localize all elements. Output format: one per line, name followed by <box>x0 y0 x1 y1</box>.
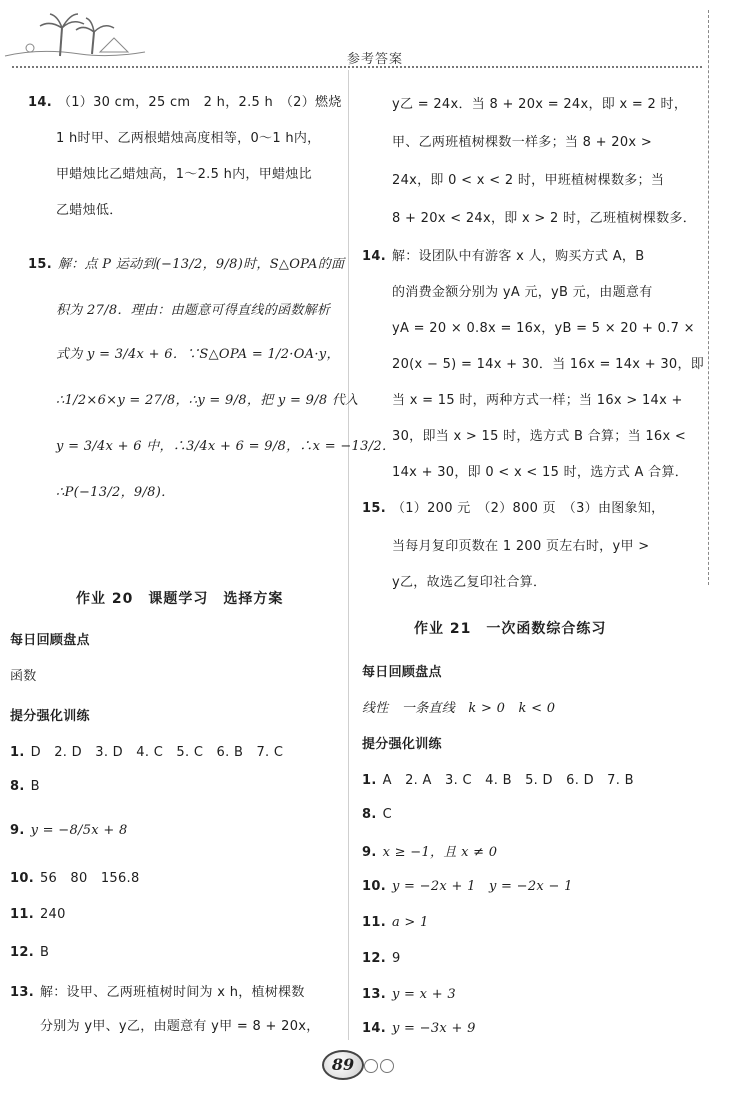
right-q14-line-5: 当 x = 15 时，两种方式一样；当 16x > 14x + <box>392 393 683 408</box>
right-answer-14: 14. y = −3x + 9 <box>362 1021 476 1036</box>
page-header-title: 参考答案 <box>346 52 403 67</box>
left-answer-10: 10. 56 80 156.8 <box>10 871 140 886</box>
left-q15-line-3: 式为 y = 3/4x + 6．∵S△OPA = 1/2·OA·y， <box>56 347 340 362</box>
right-answer-11: 11. a > 1 <box>362 915 429 930</box>
right-q14-line-3: yA = 20 × 0.8x = 16x，yB = 5 × 20 + 0.7 × <box>392 321 695 336</box>
right-review-answer: 线性 一条直线 k > 0 k < 0 <box>362 701 556 716</box>
header-divider <box>12 66 702 68</box>
right-review-label: 每日回顾盘点 <box>362 665 442 680</box>
right-answer-1: 1. A 2. A 3. C 4. B 5. D 6. D 7. B <box>362 773 634 788</box>
left-answer-12: 12. B <box>10 945 50 960</box>
right-practice-label: 提分强化训练 <box>362 737 442 752</box>
left-answer-1: 1. D 2. D 3. D 4. C 5. C 6. B 7. C <box>10 745 284 760</box>
left-q15-line-1: 15. 解：点 P 运动到(−13/2，9/8)时，S△OPA的面 <box>28 257 345 272</box>
right-answer-10: 10. y = −2x + 1 y = −2x − 1 <box>362 879 573 894</box>
right-q15-line-2: 当每月复印页数在 1 200 页左右时，y甲 > <box>392 539 650 554</box>
left-q15-line-5: y = 3/4x + 6 中，∴3/4x + 6 = 9/8，∴x = −13/2． <box>56 439 396 454</box>
left-answer-11: 11. 240 <box>10 907 66 922</box>
column-divider <box>348 70 349 1040</box>
homework-21-title: 作业 21 一次函数综合练习 <box>414 621 607 637</box>
left-review-label: 每日回顾盘点 <box>10 633 90 648</box>
right-q14-line-1: 14. 解：设团队中有游客 x 人，购买方式 A，B <box>362 249 645 264</box>
left-q15-line-2: 积为 27/8．理由：由题意可得直线的函数解析 <box>56 303 331 318</box>
left-q14-line-3: 甲蜡烛比乙蜡烛高，1～2.5 h内，甲蜡烛比 <box>56 167 312 182</box>
left-answer-8: 8. B <box>10 779 40 794</box>
right-q15-line-3: y乙，故选乙复印社合算． <box>392 575 547 590</box>
left-answer-13-cont: 分别为 y甲、y乙，由题意有 y甲 = 8 + 20x， <box>40 1019 320 1034</box>
left-q14-line-1: 14. （1）30 cm，25 cm 2 h，2.5 h （2）燃烧 <box>28 95 342 110</box>
right-q15-line-1: 15. （1）200 元 （2）800 页 （3）由图象知， <box>362 501 665 516</box>
right-q13-line-3: 24x，即 0 < x < 2 时，甲班植树棵数多；当 <box>392 173 665 188</box>
right-answer-12: 12. 9 <box>362 951 401 966</box>
right-q14-line-6: 30，即当 x > 15 时，选方式 B 合算；当 16x < <box>392 429 687 444</box>
right-q14-line-4: 20(x − 5) = 14x + 30．当 16x = 14x + 30，即 <box>392 357 705 372</box>
page-number: 89 <box>322 1050 364 1080</box>
left-practice-label: 提分强化训练 <box>10 709 90 724</box>
right-answer-8: 8. C <box>362 807 392 822</box>
page-number-decoration <box>364 1058 396 1077</box>
left-answer-9: 9. y = −8/5x + 8 <box>10 823 128 838</box>
homework-20-title: 作业 20 课题学习 选择方案 <box>76 591 284 607</box>
margin-divider <box>708 10 709 585</box>
right-q14-line-7: 14x + 30，即 0 < x < 15 时，选方式 A 合算． <box>392 465 689 480</box>
right-q13-line-4: 8 + 20x < 24x，即 x > 2 时，乙班植树棵数多． <box>392 211 697 226</box>
right-answer-9: 9. x ≥ −1，且 x ≠ 0 <box>362 845 498 860</box>
left-q14-line-2: 1 h时甲、乙两根蜡烛高度相等，0～1 h内， <box>56 131 321 146</box>
left-q15-line-6: ∴P(−13/2，9/8)． <box>56 485 175 500</box>
right-q13-line-2: 甲、乙两班植树棵数一样多；当 8 + 20x > <box>392 135 653 150</box>
right-q14-line-2: 的消费金额分别为 yA 元，yB 元，由题意有 <box>392 285 653 300</box>
right-answer-13: 13. y = x + 3 <box>362 987 456 1002</box>
right-q13-line-1: y乙 = 24x．当 8 + 20x = 24x，即 x = 2 时， <box>392 97 688 112</box>
left-q15-line-4: ∴1/2×6×y = 27/8，∴y = 9/8，把 y = 9/8 代入 <box>56 393 359 408</box>
left-review-answer: 函数 <box>10 669 37 684</box>
left-q14-line-4: 乙蜡烛低． <box>56 203 123 218</box>
left-answer-13: 13. 解：设甲、乙两班植树时间为 x h，植树棵数 <box>10 985 305 1000</box>
